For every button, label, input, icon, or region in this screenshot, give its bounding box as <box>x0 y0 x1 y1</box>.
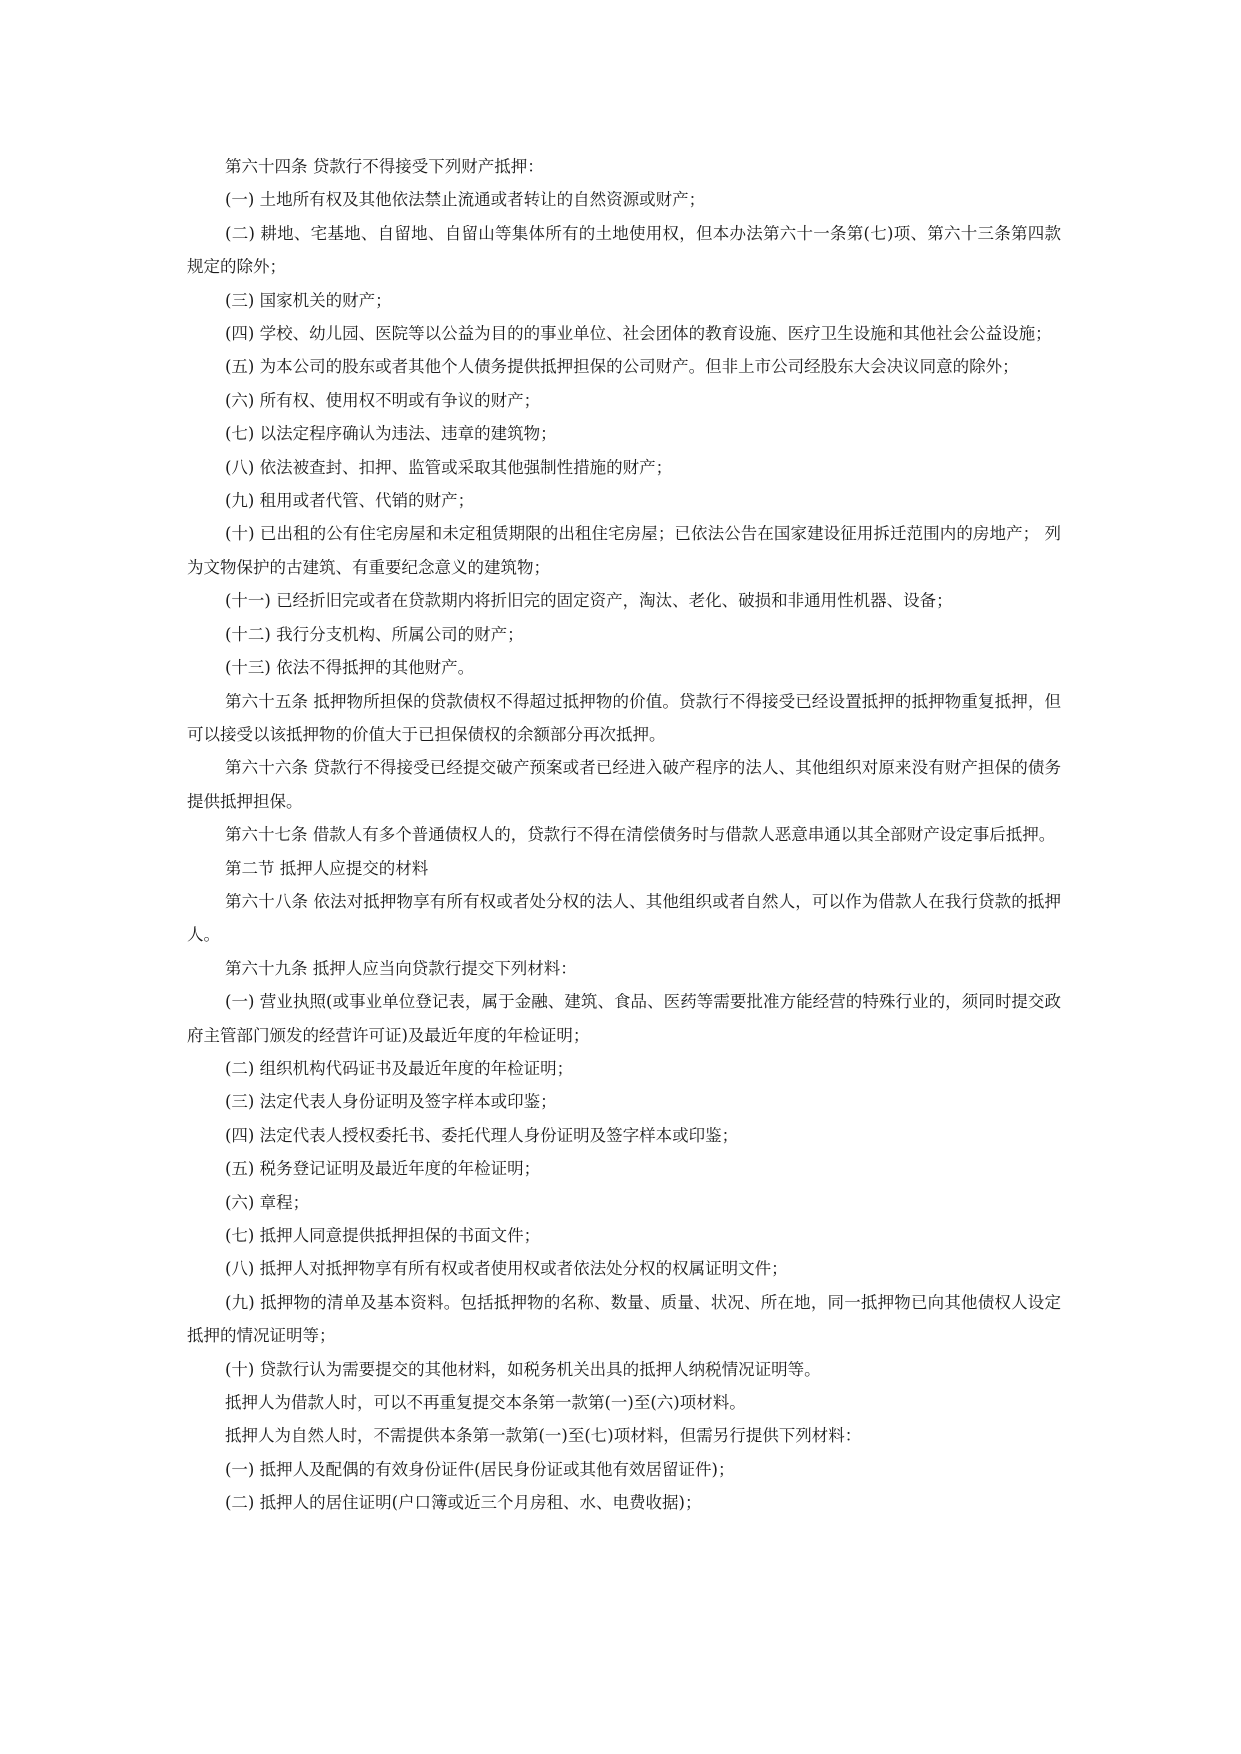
paragraph-article-66: 第六十六条 贷款行不得接受已经提交破产预案或者已经进入破产程序的法人、其他组织对原来没有财产担保的债务提供抵押担保。 <box>187 758 1061 811</box>
paragraph-article-68: 第六十八条 依法对抵押物享有所有权或者处分权的法人、其他组织或者自然人，可以作为借款人在我行贷款的抵押人。 <box>187 891 1061 945</box>
paragraph-item: (二) 耕地、宅基地、自留地、自留山等集体所有的土地使用权，但本办法第六十一条第(七)项、第六十三条第四款规定的除外； <box>187 223 1061 277</box>
paragraph-item: (五) 税务登记证明及最近年度的年检证明； <box>225 1159 541 1179</box>
paragraph-article-67: 第六十七条 借款人有多个普通债权人的，贷款行不得在清偿债务时与借款人恶意串通以其全部财产设定事后抵押。 <box>225 825 1056 845</box>
paragraph-item: (十) 已出租的公有住宅房屋和未定租赁期限的出租住宅房屋；已依法公告在国家建设征用拆迁范围内的房地产； 列为文物保护的古建筑、有重要纪念意义的建筑物； <box>187 524 1061 577</box>
paragraph-item: (九) 抵押物的清单及基本资料。包括抵押物的名称、数量、质量、状况、所在地，同一抵押物已向其他债权人设定抵押的情况证明等； <box>187 1292 1061 1346</box>
paragraph-item: (一) 营业执照(或事业单位登记表，属于金融、建筑、食品、医药等需要批准方能经营的特殊行业的，须同时提交政府主管部门颁发的经营许可证)及最近年度的年检证明； <box>187 992 1061 1045</box>
paragraph-article-65: 第六十五条 抵押物所担保的贷款债权不得超过抵押物的价值。贷款行不得接受已经设置抵押的抵押物重复抵押，但可以接受以该抵押物的价值大于已担保债权的余额部分再次抵押。 <box>187 691 1061 744</box>
paragraph-item: (一) 抵押人及配偶的有效身份证件(居民身份证或其他有效居留证件)； <box>225 1459 735 1479</box>
paragraph-item: (四) 法定代表人授权委托书、委托代理人身份证明及签字样本或印鉴； <box>225 1125 739 1145</box>
paragraph-item: (四) 学校、幼儿园、医院等以公益为目的的事业单位、社会团体的教育设施、医疗卫生设施和其他社会公益设施； <box>225 324 1052 344</box>
section-heading: 第二节 抵押人应提交的材料 <box>225 858 429 878</box>
paragraph-article-64: 第六十四条 贷款行不得接受下列财产抵押： <box>225 157 544 176</box>
paragraph-item: (七) 以法定程序确认为违法、违章的建筑物； <box>225 424 557 444</box>
paragraph-note: 抵押人为借款人时，可以不再重复提交本条第一款第(一)至(六)项材料。 <box>225 1393 746 1413</box>
paragraph-item: (九) 租用或者代管、代销的财产； <box>225 491 475 511</box>
document-page <box>187 150 1061 1520</box>
paragraph-item: (十三) 依法不得抵押的其他财产。 <box>225 658 475 678</box>
paragraph-item: (一) 土地所有权及其他依法禁止流通或者转让的自然资源或财产； <box>225 190 706 210</box>
paragraph-item: (十二) 我行分支机构、所属公司的财产； <box>225 624 524 644</box>
paragraph-item: (三) 法定代表人身份证明及签字样本或印鉴； <box>225 1092 557 1112</box>
paragraph-item: (八) 抵押人对抵押物享有所有权或者使用权或者依法处分权的权属证明文件； <box>225 1259 788 1279</box>
paragraph-item: (八) 依法被查封、扣押、监管或采取其他强制性措施的财产； <box>225 457 673 477</box>
paragraph-item: (二) 抵押人的居住证明(户口簿或近三个月房租、水、电费收据)； <box>225 1493 702 1513</box>
paragraph-item: (六) 章程； <box>225 1192 310 1212</box>
paragraph-item: (七) 抵押人同意提供抵押担保的书面文件； <box>225 1226 541 1245</box>
paragraph-article-69: 第六十九条 抵押人应当向贷款行提交下列材料： <box>225 958 577 978</box>
paragraph-item: (三) 国家机关的财产； <box>225 290 392 310</box>
paragraph-item: (十一) 已经折旧完或者在贷款期内将折旧完的固定资产，淘汰、老化、破损和非通用性机器、设备； <box>225 591 953 611</box>
paragraph-item: (五) 为本公司的股东或者其他个人债务提供抵押担保的公司财产。但非上市公司经股东大会决议同意的除外； <box>225 357 1019 377</box>
paragraph-item: (十) 贷款行认为需要提交的其他材料，如税务机关出具的抵押人纳税情况证明等。 <box>225 1359 821 1379</box>
paragraph-note: 抵押人为自然人时，不需提供本条第一款第(一)至(七)项材料，但需另行提供下列材料： <box>225 1426 862 1446</box>
paragraph-item: (二) 组织机构代码证书及最近年度的年检证明； <box>225 1058 574 1078</box>
paragraph-item: (六) 所有权、使用权不明或有争议的财产； <box>225 390 541 410</box>
